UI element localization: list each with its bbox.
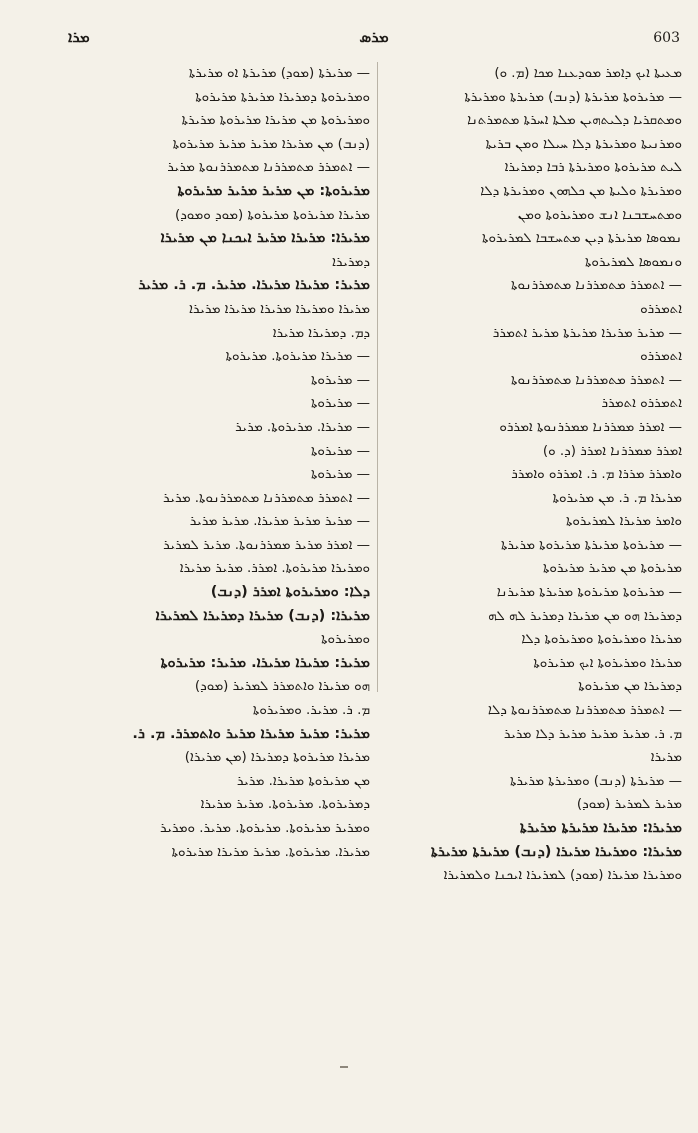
text-line: ܡ. ܪ. ܡܪܝܪ ܡܪܝܪ ܡܪܝܪ ܕܠܐ ܡܪܝܪ (503, 726, 682, 742)
text-line: ܢܡܘܣܐ ܡܪܝܪܬܐ ܕܝܢ ܡܬܚܫܒܐ ܠܡܪܝܪܘܬܐ (482, 231, 682, 247)
text-line: ܘܐܡܪ ܡܪܝܪܐ ܠܡܪܝܪܘܬܐ (565, 514, 682, 530)
text-line: ܡܪܝܪܘܬܐ: ܡܢ ܡܪܝܪ ܡܪܝܪ ܡܪܝܪܘܬܐ (177, 182, 370, 199)
text-line: ܕܡܪܝܪܐ ܡܢ ܡܪܝܪܘܬܐ (578, 679, 682, 695)
text-line: ܘܡܬܚܫܒܢܐ ܐܢܫ ܘܡܪܝܪܘܬܐ ܘܡܢ (517, 207, 682, 223)
text-line: ܡܪܝܪܐ: (ܕܢܒ) ܡܪܝܪܐ ܕܡܪܝܪܐ ܠܡܪܝܪܐ (155, 607, 370, 624)
left-column (70, 62, 370, 864)
text-line: ܘܢܡܘܣܐ ܠܡܪܝܪܘܬܐ (584, 254, 682, 270)
text-line: ܡܪܝܪܐ: ܡܪܝܪܐ ܡܪܝܪܬܐ ܡܪܝܪܬܐ (519, 820, 682, 836)
text-line: — ܡܪܝܪܘܬܐ ܡܪܝܪܘܬܐ ܡܪܝܪܬܐ ܡܪܝܪܢܐ (496, 585, 682, 601)
text-line: ܘܡܪܝܪܐ ܡܪܝܪܐ (ܡܘܕ) ܠܡܪܝܪܐ ܐܝܟܢܐ ܘܠܡܪܝܪܐ (443, 868, 682, 884)
column-divider (377, 62, 378, 692)
text-line: ܡܪܝܪܘܬܐ ܡܢ ܡܪܝܪ ܡܪܝܪܘܬܐ (542, 561, 682, 577)
left-running-head: ܡܪܐ (68, 28, 90, 46)
text-line: ܘܡܪܢܝܬܐ ܘܡܪܝܪܬܐ ܕܠܐ ܚܝܠܐ ܘܡܢ ܒܪܝܬܐ (485, 136, 682, 152)
text-line: (ܕܢܒ) ܡܢ ܡܪܝܪܐ ܡܪܝܪ ܡܪܝܪ ܡܪܝܪܘܬܐ (172, 136, 370, 152)
page-number: 603 (653, 30, 680, 46)
text-line: — ܡܪܝܪܘܬܐ (310, 372, 370, 388)
text-line: ܘܡܪܝܪ ܡܪܝܪܘܬܐ. ܡܪܝܪܘܬܐ. ܡܪܝܪ. ܘܡܪܝܪ (159, 821, 370, 836)
text-line: ܘܐܡܪܪ ܡܪܪܐ ܡ. ܪ. ܐܡܪܪܘ ܘܐܡܪܪ (511, 467, 682, 483)
text-line: ܡ. ܪ. ܡܪܝܪ. ܘܡܪܝܪܘܬܐ (252, 703, 370, 719)
text-line: ܗܘ ܡܪܝܪܐ ܘܐܬܡܪܪ ܠܡܪܝܪ (ܡܘܕ) (194, 679, 370, 695)
text-line: — ܐܬܡܪܪ ܡܬܡܪܪܢܐ ܡܬܡܪܪܢܘܬܐ ܡܪܝܪ (167, 160, 370, 176)
text-line: ܘܡܪܝܪܬܐ ܘܠܝܬܐ ܡܢ ܟܠܗܘܢ ܘܡܪܝܪܬܐ ܕܠܐ (480, 183, 682, 199)
text-line: ܡܪܝܪ: ܡܪܝܪ ܡܪܝܪܐ ܡܪܝܪ ܘܐܬܡܪܪ. ܡ. ܪ. (132, 725, 370, 742)
text-line: — ܐܬܡܪܪ ܡܬܡܪܪܢܐ ܡܬܡܪܪܢܘܬܐ (511, 372, 682, 388)
text-line: — ܡܪܝܪܘܬܐ (310, 443, 370, 459)
text-line: — ܡܪܝܪܘܬܐ ܡܪܝܪܬܐ ܡܪܝܪܘܬܐ ܡܪܝܪܬܐ (501, 537, 682, 553)
text-line: — ܡܪܝܪܬܐ (ܕܢܒ) ܘܡܪܝܪܬܐ ܡܪܝܪܬܐ (510, 773, 682, 789)
text-line: ܡܪܝܪ ܠܡܪܝܪ (ܡܘܕ) (576, 797, 682, 813)
text-line: ܡܪܝܪܐ ܡ. ܪ. ܡܢ ܡܪܝܪܘܬܐ (552, 490, 682, 506)
text-line: ܘܡܪܝܪܘܬܐ ܕܡܪܝܪܐ ܡܪܝܪܬܐ ܡܪܝܪܘܬܐ (195, 89, 370, 105)
text-line: ܡܢ ܡܪܝܪܘܬܐ ܡܪܝܪܐ. ܡܪܝܪ (236, 773, 370, 789)
text-line: ܡܪܝܪ: ܡܪܝܪܐ ܡܪܝܪܐ. ܡܪܝܪ: ܡܪܝܪܘܬܐ (160, 654, 370, 671)
text-line: ܡܪܝܪܐ. ܡܪܝܪܘܬܐ. ܡܪܝܪ ܡܪܝܪܐ ܡܪܝܪܘܬܐ (171, 844, 370, 860)
bottom-mark (340, 1066, 348, 1068)
text-line: — ܡܪܝܪܬܐ (ܡܘܕ) ܡܪܝܪܬܐ ܐܘ ܡܪܝܪܬܐ (188, 66, 370, 81)
text-line: ܕܠܐ: ܘܡܪܝܪܘܬܐ ܐܡܪܪ (ܕܢܒ) (210, 584, 370, 601)
text-line: ܘܡܪܝܪܐ ܡܪܝܪܘܬܐ. ܐܡܪܪ. ܡܪܝܪ ܡܪܝܪܐ (179, 561, 370, 577)
text-line: ܡܪܝܪܐ ܡܪܝܪܘܬܐ ܡܪܝܪܘܬܐ (ܡܘܕ ܘܡܘܕ) (174, 207, 370, 223)
text-line: ܐܬܡܪܪܘ ܐܬܡܪܪ (601, 396, 682, 412)
text-line: ܡܪܝܪܐ ܘܡܪܝܪܐ ܡܪܝܪܐ ܡܪܝܪܐ ܡܪܝܪܐ (189, 301, 370, 317)
text-line: — ܐܡܪܪ ܡܡܪܪܢܐ ܡܡܪܪܢܘܬܐ ܐܡܪܪܘ (499, 419, 682, 435)
text-line: ܡܥܝܬܐ ܐܝܟ ܕܐܡܪ ܡܘܕܥܢܐ ܡܟܐ (ܡ. ܘ) (494, 66, 682, 81)
text-line: ܡܪܝܪܐ ܘܡܪܝܪܘܬܐ ܐܝܟ ܡܪܝܪܘܬܐ (533, 655, 682, 671)
text-line: — ܡܪܝܪܘܬܐ (310, 396, 370, 412)
text-line: — ܐܬܡܪܪ ܡܬܡܪܪܢܐ ܡܬܡܪܪܢܘܬܐ (511, 278, 682, 294)
text-line: — ܡܪܝܪ ܡܪܝܪܐ ܡܪܝܪܬܐ ܡܪܝܪ ܐܬܡܪܪ (492, 325, 682, 341)
text-line: ܡܪܝܪܐ ܘܡܪܝܪܘܬܐ ܘܡܪܝܪܘܬܐ ܕܠܐ (521, 632, 682, 648)
text-line: — ܡܪܝܪܘܬܐ (310, 467, 370, 483)
text-line: — ܡܪܝܪܘܬܐ ܡܪܝܪܬܐ (ܕܢܒ) ܡܪܝܪܬܐ ܘܡܪܝܪܬܐ (464, 89, 682, 105)
text-line: ܠܝܬ ܡܪܝܪܘܬܐ ܘܡܪܝܪܬܐ ܪܒܐ ܕܡܪܝܪܐ (504, 160, 682, 176)
text-line: — ܐܡܪܪ ܡܪܝܪ ܡܡܪܪܢܘܬܐ. ܡܪܝܪ ܠܡܪܝܪ (163, 537, 370, 553)
text-line: ܡܪܝܪܐ (650, 750, 682, 766)
page-header (68, 28, 680, 54)
text-line: ܡܪܝܪܐ ܡܪܝܪܘܬܐ ܕܡܪܝܪܐ (ܡܢ ܡܪܝܪܐ) (184, 750, 370, 766)
text-line: ܘܡܪܝܪܘܬܐ ܡܢ ܡܪܝܪܐ ܡܪܝܪܘܬܐ ܡܪܝܪܬܐ (181, 113, 370, 129)
text-line: ܐܡܪܪ ܡܡܪܪܢܐ ܐܡܪܪ (ܕ. ܘ) (542, 443, 682, 459)
text-line: ܕܡܪܝܪܘܬܐ. ܡܪܝܪܘܬܐ. ܡܪܝܪ ܡܪܝܪܐ (200, 797, 370, 813)
text-line: — ܐܬܡܪܪ ܡܬܡܪܪܢܐ ܡܬܡܪܪܢܘܬܐ ܕܠܐ (487, 703, 682, 719)
text-line: ܘܡܬܩܪܝܐ ܕܠܝܬܗܝܢ ܡܠܬܐ ܐܚܪܬܐ ܡܬܡܪܬܢܐ (467, 113, 682, 129)
text-line: ܘܡܪܝܪܘܬܐ (321, 632, 370, 648)
text-line: — ܐܬܡܪܪ ܡܬܡܪܪܢܐ ܡܬܡܪܪܢܘܬܐ. ܡܪܝܪ (163, 490, 370, 506)
text-line: ܕܡܪܝܪܐ (332, 254, 370, 270)
text-line: ܐܬܡܪܪܘ (640, 301, 682, 317)
text-line: ܡܪܝܪܐ: ܘܡܪܝܪܐ ܡܪܝܪܐ (ܕܢܒ) ܡܪܝܪܬܐ ܡܪܝܪܬܐ (430, 843, 682, 860)
text-line: — ܡܪܝܪ ܡܪܝܪ ܡܪܝܪܐ. ܡܪܝܪ ܡܪܝܪ (189, 514, 370, 530)
text-line: ܡܪܝܪ: ܡܪܝܪܐ ܡܪܝܪܐ. ܡܪܝܪ. ܡ. ܪ. ܡܪܝܪ (138, 277, 370, 294)
text-line: ܐܬܡܪܪܘ (640, 349, 682, 365)
right-column (386, 62, 682, 888)
text-line: ܕܡܪܝܪܐ ܗܘ ܡܢ ܡܪܝܪܐ ܕܡܪܝܪ ܠܗ ܠܗ (488, 608, 682, 624)
text-line: — ܡܪܝܪܐ ܡܪܝܪܘܬܐ. ܡܪܝܪܘܬܐ (225, 349, 370, 365)
text-line: ܕܡ. ܕܡܪܝܪܐ ܡܪܝܪܐ (272, 325, 370, 341)
center-running-head: ܡܪܣ (359, 28, 389, 46)
text-line: — ܡܪܝܪܐ. ܡܪܝܪܘܬܐ. ܡܪܝܪ (235, 419, 370, 435)
text-line: ܡܪܝܪܐ: ܡܪܝܪܐ ܡܪܝܪ ܐܝܟܢܐ ܡܢ ܡܪܝܪܐ (160, 230, 370, 247)
